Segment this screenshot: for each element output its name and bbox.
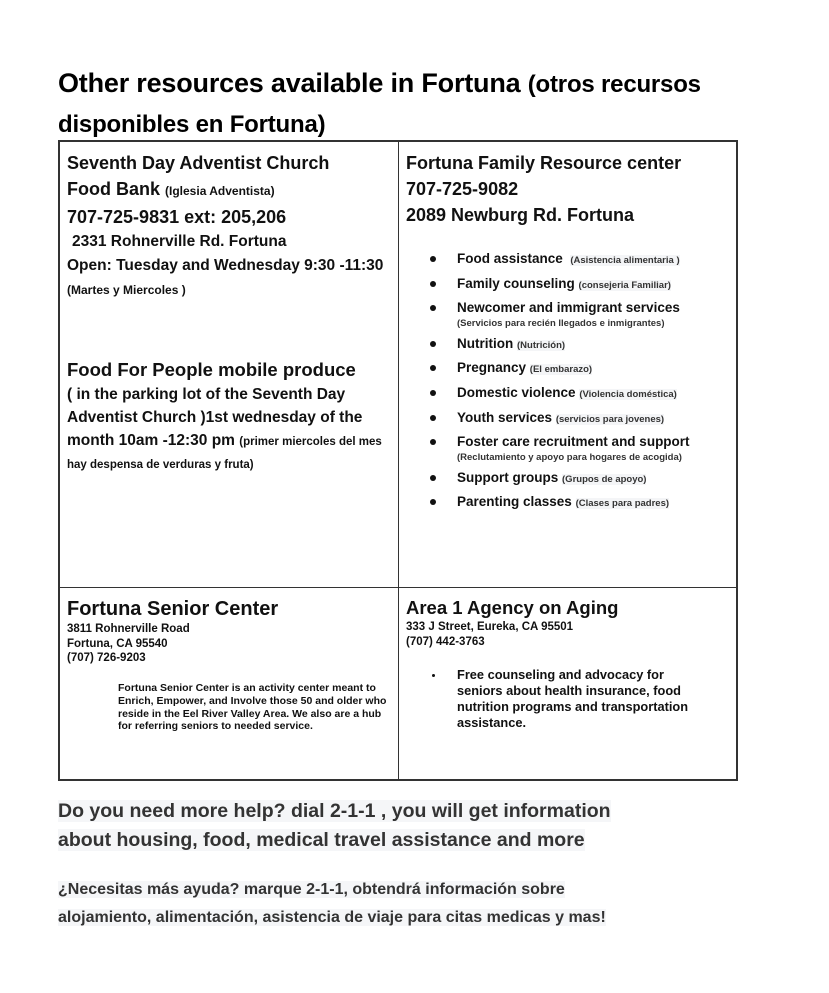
help-en-line2: about housing, food, medical travel assistance and more	[58, 829, 585, 851]
list-item: Youth services (servicios para jovenes)	[427, 408, 727, 429]
help-es-line2: alojamiento, alimentación, asistencia de viaje para citas medicas y mas!	[58, 909, 606, 926]
sda-hours-text: Open: Tuesday and Wednesday 9:30 -11:30	[67, 257, 384, 274]
list-item: Support groups (Grupos de apoyo)	[427, 468, 727, 489]
senior-center-info	[67, 596, 392, 666]
sda-name-line2	[67, 176, 392, 204]
bullet-icon	[430, 256, 436, 262]
page-title-main: Other resources available in Fortuna	[58, 68, 521, 98]
fp-body	[67, 383, 392, 475]
fp-body-text: ( in the parking lot of the Seventh Day Adventist Church )1st wednesday of the month 10am -12:30 pm	[67, 386, 363, 449]
list-item: Nutrition (Nutrición)	[427, 334, 727, 355]
bullet-icon	[430, 475, 436, 481]
ffr-name: Fortuna Family Resource center	[406, 153, 682, 173]
bullet-icon	[430, 365, 436, 371]
sda-address: 2331 Rohnerville Rd. Fortuna	[72, 233, 287, 250]
help-en-line1: Do you need more help? dial 2-1-1 , you will get information	[58, 800, 611, 822]
sda-hours	[67, 254, 392, 302]
page-title-spanish: (otros recursos disponibles en Fortuna)	[58, 71, 701, 138]
cell-senior-center	[60, 588, 399, 781]
fsc-phone: (707) 726-9203	[67, 652, 146, 664]
ffr-phone: 707-725-9082	[406, 179, 519, 199]
fsc-address-line1: 3811 Rohnerville Road	[67, 623, 190, 635]
cell-seventh-day-adventist	[60, 142, 399, 588]
help-es-line1: ¿Necesitas más ayuda? marque 2-1-1, obtendrá información sobre	[58, 881, 565, 898]
area1-info	[406, 596, 731, 649]
fp-title: Food For People mobile produce	[67, 359, 356, 380]
page-title	[58, 64, 748, 144]
sda-name-line1: Seventh Day Adventist Church	[67, 153, 330, 173]
bullet-icon	[430, 341, 436, 347]
help-spanish	[58, 876, 758, 932]
bullet-icon	[430, 390, 436, 396]
aaa-name: Area 1 Agency on Aging	[406, 597, 619, 618]
sda-name-text: Food Bank	[67, 179, 160, 199]
resource-table	[58, 140, 738, 781]
fp-spanish: (primer miercoles del mes hay despensa de verduras y fruta)	[67, 436, 382, 471]
bullet-icon	[432, 674, 435, 677]
list-item: Parenting classes (Clases para padres)	[427, 492, 727, 513]
aaa-address: 333 J Street, Eureka, CA 95501	[406, 621, 574, 633]
aaa-phone: (707) 442-3763	[406, 635, 485, 648]
help-english	[58, 797, 758, 855]
list-item: Pregnancy (El embarazo)	[427, 358, 727, 379]
sda-name-spanish: (Iglesia Adventista)	[165, 184, 275, 198]
food-for-people-info	[67, 357, 392, 475]
list-item: Domestic violence (Violencia doméstica)	[427, 383, 727, 404]
seventh-day-info	[67, 150, 392, 302]
bullet-icon	[430, 281, 436, 287]
list-item: Family counseling (consejeria Familiar)	[427, 274, 727, 295]
list-item: Foster care recruitment and support (Reclutamiento y apoyo para hogares de acogida)	[427, 432, 727, 464]
list-item: Newcomer and immigrant services (Servicios para recién llegados e inmigrantes)	[427, 298, 727, 330]
cell-family-resource-center	[399, 142, 738, 588]
family-resource-info	[406, 150, 731, 228]
bullet-icon	[430, 305, 436, 311]
bullet-icon	[430, 415, 436, 421]
list-item: Free counseling and advocacy for seniors about health insurance, food nutrition programs and transportation assistance.	[427, 667, 707, 731]
fsc-description: Fortuna Senior Center is an activity center meant to Enrich, Empower, and Involve those 50 and older who reside in the Eel River Valley Area. We also are a hub for referring seniors to needed service.	[118, 682, 387, 733]
list-item: Food assistance (Asistencia alimentaria )	[427, 249, 727, 270]
bullet-icon	[430, 439, 436, 445]
fsc-name: Fortuna Senior Center	[67, 598, 279, 620]
aaa-services-list	[427, 667, 707, 731]
sda-hours-spanish: (Martes y Miercoles )	[67, 283, 186, 297]
cell-area1-agency-aging	[399, 588, 738, 781]
ffr-address: 2089 Newburg Rd. Fortuna	[406, 205, 635, 225]
sda-phone: 707-725-9831 ext: 205,206	[67, 207, 287, 227]
ffr-services-list	[427, 249, 727, 517]
fsc-address-line2: Fortuna, CA 95540	[67, 637, 168, 650]
bullet-icon	[430, 499, 436, 505]
